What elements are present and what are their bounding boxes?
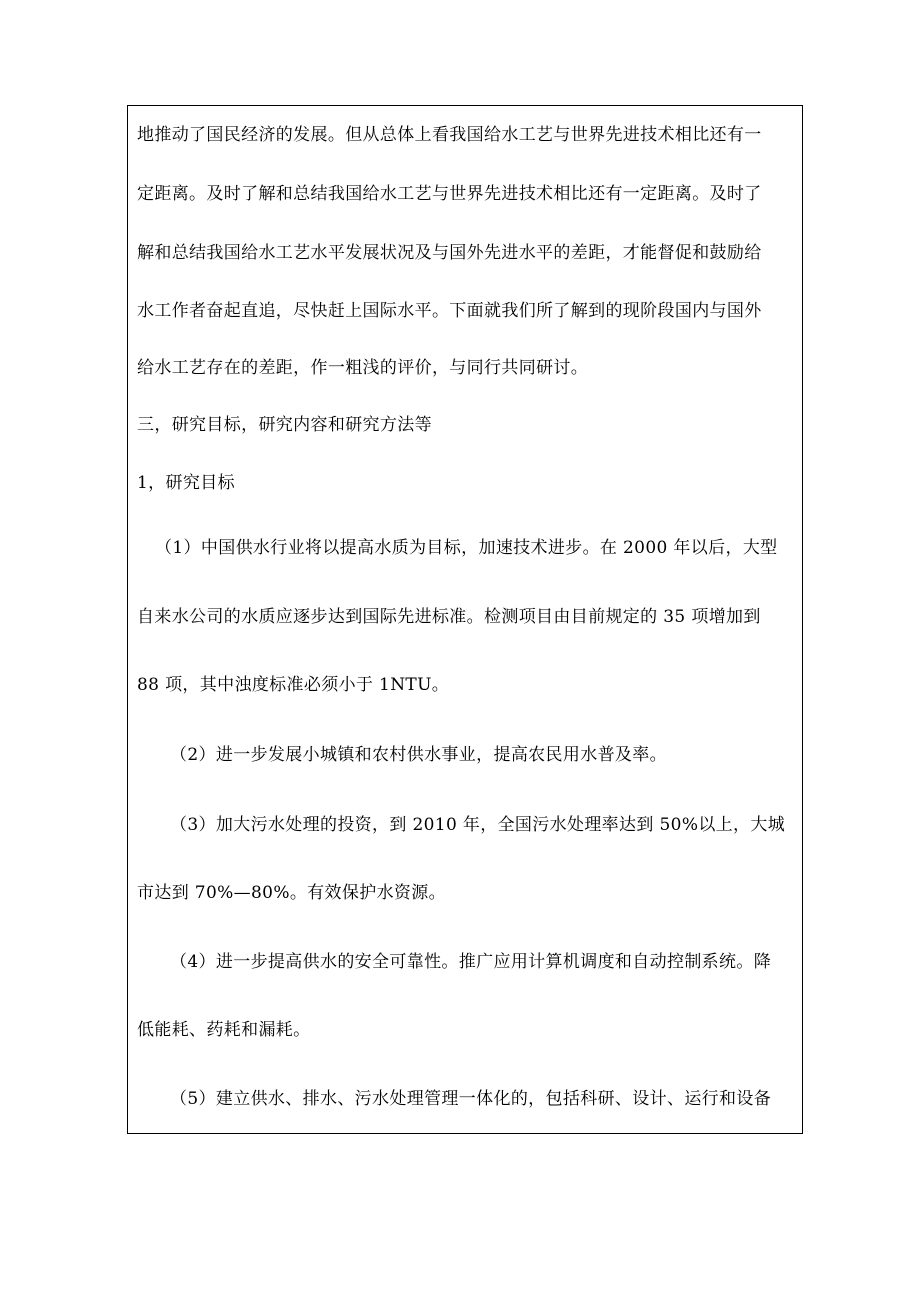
section-heading: 三，研究目标，研究内容和研究方法等 xyxy=(137,415,432,435)
list-item-line: 88 项，其中浊度标准必须小于 1NTU。 xyxy=(137,675,450,695)
subsection-heading: 1，研究目标 xyxy=(137,473,235,493)
paragraph-line: 水工作者奋起直追，尽快赶上国际水平。下面就我们所了解到的现阶段国内与国外 xyxy=(137,301,762,321)
paragraph-line: 解和总结我国给水工艺水平发展状况及与国外先进水平的差距，才能督促和鼓励给 xyxy=(137,243,762,263)
paragraph-line: 给水工艺存在的差距，作一粗浅的评价，与同行共同研讨。 xyxy=(137,358,589,378)
paragraph-line: 定距离。及时了解和总结我国给水工艺与世界先进技术相比还有一定距离。及时了 xyxy=(137,184,762,204)
list-item-line: （4）进一步提高供水的安全可靠性。推广应用计算机调度和自动控制系统。降 xyxy=(170,952,772,972)
list-item-line: （1）中国供水行业将以提高水质为目标，加速技术进步。在 2000 年以后，大型 xyxy=(155,538,778,558)
list-item-line: 自来水公司的水质应逐步达到国际先进标准。检测项目由目前规定的 35 项增加到 xyxy=(137,607,761,627)
list-item-line: 市达到 70%—80%。有效保护水资源。 xyxy=(137,883,446,903)
list-item-line: （5）建立供水、排水、污水处理管理一体化的，包括科研、设计、运行和设备 xyxy=(170,1089,772,1109)
list-item-line: （2）进一步发展小城镇和农村供水事业，提高农民用水普及率。 xyxy=(170,745,667,765)
paragraph-line: 地推动了国民经济的发展。但从总体上看我国给水工艺与世界先进技术相比还有一 xyxy=(137,125,762,145)
list-item-line: 低能耗、药耗和漏耗。 xyxy=(137,1020,311,1040)
list-item-line: （3）加大污水处理的投资，到 2010 年，全国污水处理率达到 50%以上，大城 xyxy=(170,815,786,835)
